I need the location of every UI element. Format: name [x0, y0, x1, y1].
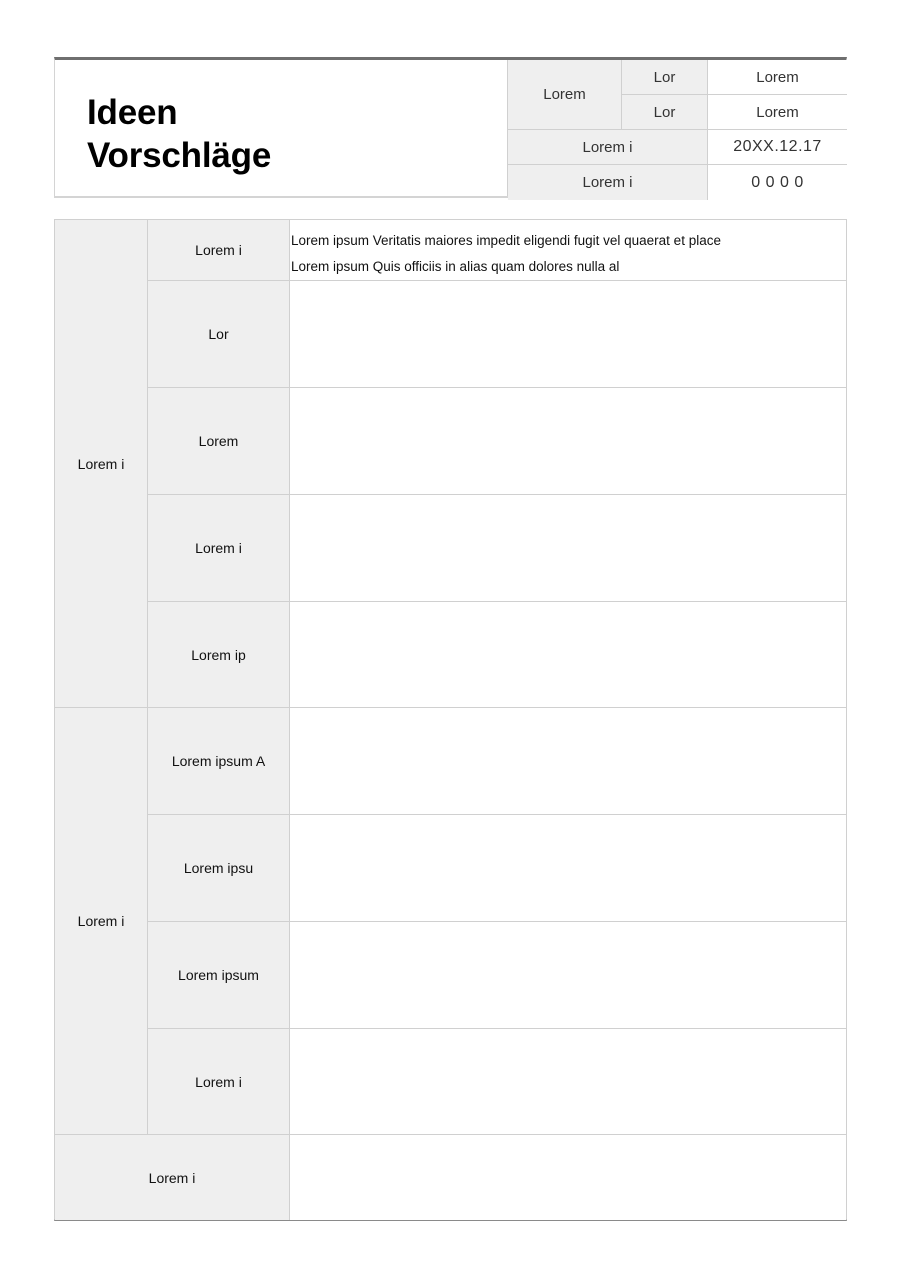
footer-row-content[interactable]	[290, 1135, 846, 1220]
content-line: Lorem ipsum Quis officiis in alias quam dolores nulla al	[291, 259, 620, 274]
row-content[interactable]	[290, 495, 846, 602]
row-content[interactable]	[290, 1029, 846, 1135]
date-value[interactable]: 20XX.12.17	[708, 130, 847, 165]
row-label: Lorem	[148, 388, 290, 495]
row-content[interactable]	[290, 815, 846, 922]
row-content[interactable]	[290, 602, 846, 708]
number-value[interactable]: 0 0 0 0	[708, 165, 847, 200]
row-label: Lorem ipsu	[148, 815, 290, 922]
number-label: Lorem i	[508, 165, 708, 200]
meta-sub-label-1: Lor	[622, 60, 708, 95]
row-content[interactable]	[290, 708, 846, 815]
meta-sub-value-2[interactable]: Lorem	[708, 95, 847, 130]
section-2-label: Lorem i	[55, 708, 148, 1135]
date-label: Lorem i	[508, 130, 708, 165]
meta-table	[507, 60, 846, 196]
document-header	[54, 57, 847, 198]
row-label: Lor	[148, 281, 290, 388]
row-label: Lorem i	[148, 220, 290, 281]
row-label: Lorem ip	[148, 602, 290, 708]
meta-label-main: Lorem	[508, 60, 622, 130]
row-content[interactable]	[290, 220, 846, 281]
title-line-2: Vorschläge	[87, 136, 272, 175]
section-1-label: Lorem i	[55, 220, 148, 708]
row-content[interactable]	[290, 922, 846, 1029]
meta-sub-value-1[interactable]: Lorem	[708, 60, 847, 95]
title-line-1: Ideen	[87, 93, 178, 132]
row-label: Lorem i	[148, 495, 290, 602]
title-box	[55, 60, 507, 196]
row-content[interactable]	[290, 388, 846, 495]
row-content[interactable]	[290, 281, 846, 388]
row-label: Lorem i	[148, 1029, 290, 1135]
row-label: Lorem ipsum	[148, 922, 290, 1029]
row-content-text	[290, 220, 846, 280]
proposal-form	[54, 219, 847, 1221]
content-line: Lorem ipsum Veritatis maiores impedit eligendi fugit vel quaerat et place	[291, 233, 721, 248]
page-title	[87, 91, 271, 177]
row-label: Lorem ipsum A	[148, 708, 290, 815]
footer-row-label: Lorem i	[55, 1135, 290, 1220]
meta-sub-label-2: Lor	[622, 95, 708, 130]
